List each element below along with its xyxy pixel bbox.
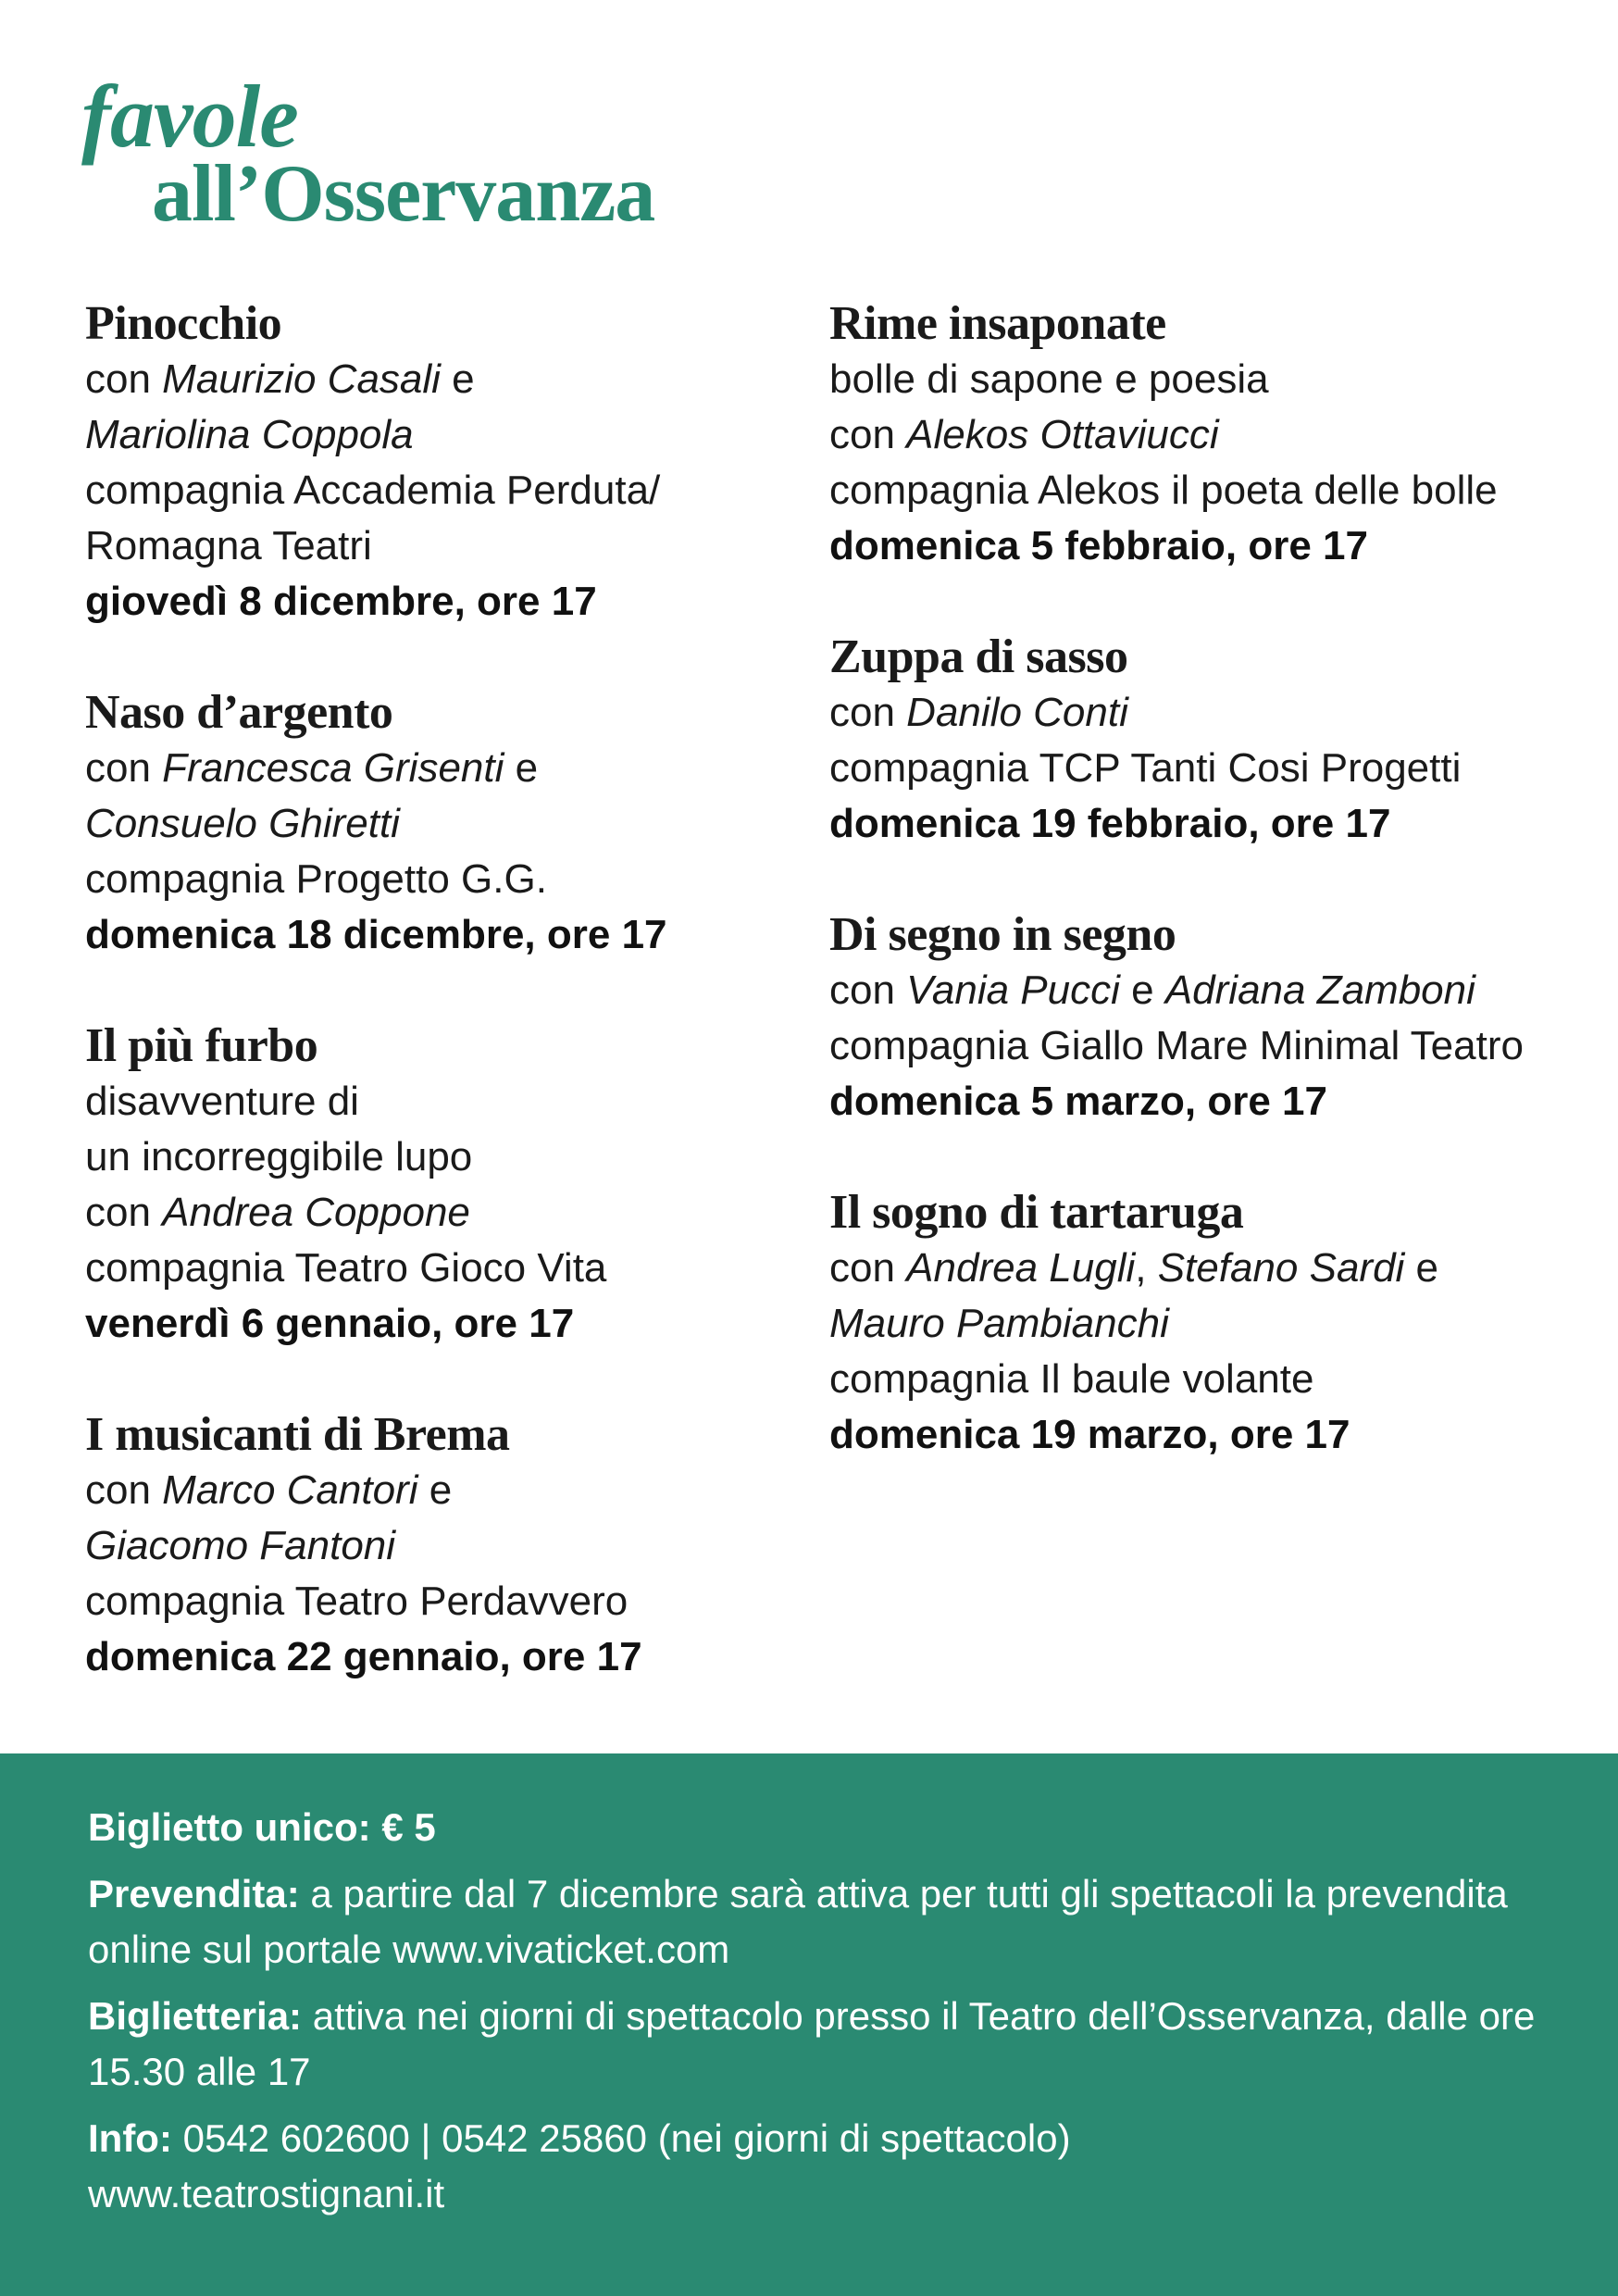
event-detail-line — [829, 1296, 1561, 1352]
event-detail-text: e — [440, 356, 475, 402]
performer-name: Giacomo Fantoni — [85, 1523, 396, 1568]
event-detail-line — [85, 1185, 816, 1241]
event-detail-line — [85, 463, 816, 518]
presale-text: a partire dal 7 dicembre sarà attiva per tutti gli spettacoli la prevendita online sul portale www.vivaticket.com — [88, 1872, 1508, 1971]
event-detail-line — [85, 407, 816, 463]
performer-name: Stefano Sardi — [1157, 1245, 1405, 1291]
event-title: Pinocchio — [85, 297, 282, 350]
event-detail-line — [85, 1518, 816, 1574]
performer-name: Vania Pucci — [906, 967, 1120, 1013]
ticket-label: Biglietto unico: — [88, 1805, 371, 1849]
event-detail-line — [85, 1129, 816, 1185]
event-detail-text: , — [1135, 1245, 1158, 1291]
performer-name: Consuelo Ghiretti — [85, 801, 400, 846]
event-detail-text: compagnia Progetto G.G. — [85, 856, 547, 902]
event-date: domenica 19 febbraio, ore 17 — [829, 801, 1391, 846]
ticket-value: € 5 — [381, 1805, 436, 1849]
event-detail-line — [85, 741, 816, 796]
event-detail-text: compagnia Teatro Perdavvero — [85, 1578, 629, 1624]
event-detail-line — [829, 685, 1561, 741]
event-date: domenica 19 marzo, ore 17 — [829, 1412, 1350, 1457]
event-detail-text: e — [1119, 967, 1165, 1013]
event-title: Il più furbo — [85, 1019, 318, 1072]
event-item — [829, 630, 1561, 852]
event-item — [85, 685, 816, 963]
event-item — [85, 296, 816, 630]
info-footer — [0, 1753, 1618, 2296]
event-detail-line — [85, 1241, 816, 1296]
events-column-right — [829, 296, 1561, 1518]
event-detail-text: con — [829, 412, 907, 457]
event-detail-line — [829, 407, 1561, 463]
event-date: venerdì 6 gennaio, ore 17 — [85, 1301, 575, 1346]
performer-name: Mauro Pambianchi — [829, 1301, 1169, 1346]
header-title-line2: all’Osservanza — [152, 149, 655, 239]
event-detail-line — [829, 1352, 1561, 1407]
boxoffice-text: attiva nei giorni di spettacolo presso il Teatro dell’Osservanza, dalle ore 15.30 alle 17 — [88, 1994, 1536, 2093]
event-detail-text: con — [85, 1190, 163, 1235]
event-detail-text: disavventure di — [85, 1079, 359, 1124]
event-detail-text: un incorreggibile lupo — [85, 1134, 473, 1179]
event-detail-text: compagnia Giallo Mare Minimal Teatro — [829, 1023, 1524, 1068]
event-detail-text: e — [1404, 1245, 1439, 1291]
presale-info — [88, 1866, 1550, 1978]
boxoffice-label: Biglietteria: — [88, 1994, 303, 2038]
events-column-left — [85, 296, 816, 1741]
event-detail-text: con — [85, 1467, 163, 1513]
contact-info — [88, 2111, 1550, 2222]
event-detail-text: con — [85, 356, 163, 402]
event-title: Di segno in segno — [829, 908, 1176, 961]
event-title: Il sogno di tartaruga — [829, 1186, 1244, 1239]
page-header — [81, 67, 655, 239]
event-detail-text: con — [829, 1245, 907, 1291]
event-item — [829, 1185, 1561, 1463]
event-item — [829, 296, 1561, 574]
ticket-info — [88, 1800, 1550, 1855]
event-item — [85, 1018, 816, 1352]
info-phones: 0542 602600 | 0542 25860 (nei giorni di spettacolo) — [182, 2116, 1071, 2160]
event-detail-line — [85, 1574, 816, 1629]
event-detail-line — [85, 352, 816, 407]
event-date: domenica 22 gennaio, ore 17 — [85, 1634, 642, 1679]
event-detail-line — [829, 1241, 1561, 1296]
event-detail-line — [829, 1018, 1561, 1074]
event-detail-text: con — [829, 690, 907, 735]
performer-name: Francesca Grisenti — [162, 745, 504, 791]
event-detail-text: Romagna Teatri — [85, 523, 372, 568]
event-detail-text: e — [504, 745, 539, 791]
website-link[interactable]: www.teatrostignani.it — [88, 2172, 445, 2215]
event-detail-line — [829, 963, 1561, 1018]
performer-name: Adriana Zamboni — [1164, 967, 1475, 1013]
event-date: domenica 5 marzo, ore 17 — [829, 1079, 1327, 1124]
event-detail-text: compagnia Teatro Gioco Vita — [85, 1245, 607, 1291]
event-detail-text: con — [85, 745, 163, 791]
event-detail-line — [829, 352, 1561, 407]
event-detail-text: compagnia Alekos il poeta delle bolle — [829, 468, 1498, 513]
event-detail-line — [85, 1463, 816, 1518]
event-item — [85, 1407, 816, 1685]
event-detail-text: compagnia TCP Tanti Cosi Progetti — [829, 745, 1462, 791]
event-detail-line — [85, 796, 816, 852]
event-date: domenica 5 febbraio, ore 17 — [829, 523, 1368, 568]
event-detail-line — [85, 518, 816, 574]
event-title: Rime insaponate — [829, 297, 1166, 350]
info-label: Info: — [88, 2116, 172, 2160]
event-detail-line — [85, 852, 816, 907]
event-title: I musicanti di Brema — [85, 1408, 510, 1461]
event-date: giovedì 8 dicembre, ore 17 — [85, 579, 597, 624]
performer-name: Andrea Lugli — [906, 1245, 1136, 1291]
event-detail-text: con — [829, 967, 907, 1013]
event-item — [829, 907, 1561, 1129]
performer-name: Alekos Ottaviucci — [906, 412, 1219, 457]
performer-name: Mariolina Coppola — [85, 412, 414, 457]
event-detail-text: bolle di sapone e poesia — [829, 356, 1269, 402]
event-date: domenica 18 dicembre, ore 17 — [85, 912, 667, 957]
event-detail-line — [85, 1074, 816, 1129]
event-detail-text: compagnia Accademia Perduta/ — [85, 468, 661, 513]
performer-name: Andrea Coppone — [162, 1190, 470, 1235]
performer-name: Marco Cantori — [162, 1467, 418, 1513]
header-title-line1: favole — [81, 67, 298, 166]
performer-name: Danilo Conti — [906, 690, 1128, 735]
event-detail-line — [829, 741, 1561, 796]
boxoffice-info — [88, 1989, 1550, 2100]
event-detail-text: e — [417, 1467, 453, 1513]
event-title: Zuppa di sasso — [829, 630, 1128, 683]
event-detail-line — [829, 463, 1561, 518]
event-detail-text: compagnia Il baule volante — [829, 1356, 1314, 1402]
event-title: Naso d’argento — [85, 686, 393, 739]
performer-name: Maurizio Casali — [162, 356, 441, 402]
presale-label: Prevendita: — [88, 1872, 300, 1915]
